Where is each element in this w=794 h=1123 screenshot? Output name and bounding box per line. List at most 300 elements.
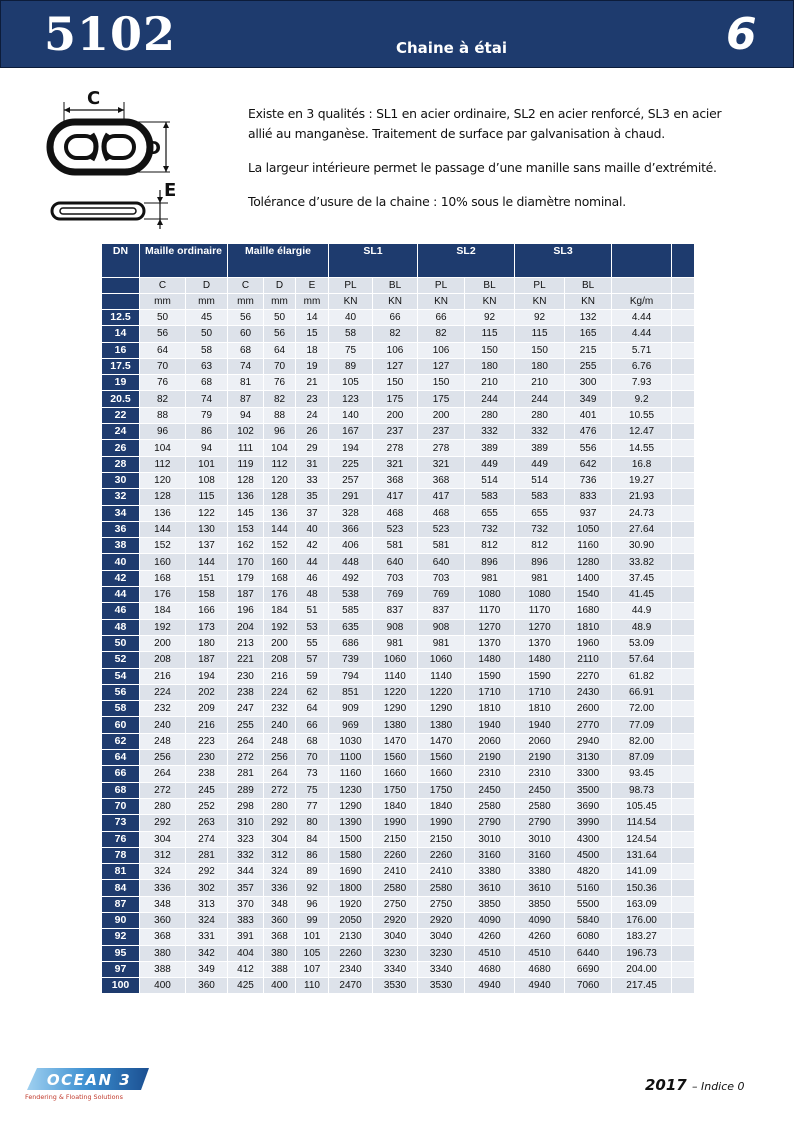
table-cell: 3530 (373, 978, 418, 994)
table-cell: 2310 (515, 766, 565, 782)
row-dn: 22 (102, 407, 140, 423)
table-cell: 75 (329, 342, 373, 358)
table-cell: 1220 (373, 684, 418, 700)
table-cell: 1170 (465, 603, 515, 619)
subheader-cell: C (228, 278, 264, 294)
table-cell: 101 (296, 929, 329, 945)
logo-text: OCEAN 3 (46, 1071, 132, 1089)
table-cell: 240 (140, 717, 186, 733)
unit-cell: KN (465, 294, 515, 310)
table-cell: 3040 (418, 929, 465, 945)
table-cell: 221 (228, 652, 264, 668)
section-number: 6 (726, 9, 757, 60)
row-spacer (672, 912, 694, 928)
table-cell: 247 (228, 701, 264, 717)
row-dn: 38 (102, 538, 140, 554)
unit-cell: KN (373, 294, 418, 310)
table-cell: 360 (264, 912, 296, 928)
table-cell: 3990 (565, 815, 612, 831)
table-row (102, 456, 694, 472)
table-cell: 812 (515, 538, 565, 554)
table-row (102, 912, 694, 928)
row-dn: 24 (102, 424, 140, 440)
row-spacer (672, 619, 694, 635)
table-cell: 119 (228, 456, 264, 472)
table-cell: 115 (515, 326, 565, 342)
chain-link-diagram (40, 84, 190, 234)
table-cell: 200 (373, 407, 418, 423)
table-cell: 1140 (418, 668, 465, 684)
table-cell: 24.73 (612, 505, 672, 521)
table-cell: 1290 (373, 701, 418, 717)
table-row (102, 717, 694, 733)
table-cell: 170 (228, 554, 264, 570)
table-cell: 102 (228, 424, 264, 440)
table-cell: 425 (228, 978, 264, 994)
row-spacer (672, 815, 694, 831)
table-row (102, 391, 694, 407)
table-cell: 1580 (329, 847, 373, 863)
table-cell: 291 (329, 489, 373, 505)
table-cell: 4820 (565, 864, 612, 880)
subheader-cell: PL (329, 278, 373, 294)
row-dn: 40 (102, 554, 140, 570)
footer-year (645, 1076, 745, 1094)
label-c: C (87, 88, 101, 109)
col-weight (612, 244, 672, 278)
table-cell: 348 (264, 896, 296, 912)
table-cell: 252 (186, 798, 228, 814)
row-spacer (672, 847, 694, 863)
table-cell: 2580 (465, 798, 515, 814)
table-cell: 94 (186, 440, 228, 456)
table-cell: 82.00 (612, 733, 672, 749)
table-row (102, 798, 694, 814)
table-cell: 66 (418, 310, 465, 326)
table-cell: 200 (418, 407, 465, 423)
table-cell: 64 (296, 701, 329, 717)
row-spacer (672, 587, 694, 603)
table-cell: 332 (228, 847, 264, 863)
table-cell: 360 (186, 978, 228, 994)
table-cell: 192 (140, 619, 186, 635)
row-dn: 62 (102, 733, 140, 749)
table-cell: 237 (373, 424, 418, 440)
row-dn: 14 (102, 326, 140, 342)
table-cell: 417 (418, 489, 465, 505)
table-cell: 89 (296, 864, 329, 880)
table-cell: 204 (228, 619, 264, 635)
table-cell: 37.45 (612, 570, 672, 586)
table-cell: 4510 (465, 945, 515, 961)
row-dn: 66 (102, 766, 140, 782)
table-cell: 216 (140, 668, 186, 684)
table-cell: 168 (264, 570, 296, 586)
table-cell: 151 (186, 570, 228, 586)
table-cell: 162 (228, 538, 264, 554)
table-cell: 370 (228, 896, 264, 912)
table-cell: 216 (186, 717, 228, 733)
table-cell: 1500 (329, 831, 373, 847)
table-cell: 21.93 (612, 489, 672, 505)
table-cell: 2260 (373, 847, 418, 863)
table-cell: 111 (228, 440, 264, 456)
table-cell: 981 (515, 570, 565, 586)
row-dn: 46 (102, 603, 140, 619)
unit-cell: mm (296, 294, 329, 310)
table-row (102, 407, 694, 423)
table-cell: 168 (140, 570, 186, 586)
table-cell: 2310 (465, 766, 515, 782)
row-spacer (672, 505, 694, 521)
table-row (102, 978, 694, 994)
table-cell: 128 (228, 472, 264, 488)
table-cell: 144 (186, 554, 228, 570)
table-cell: 66 (296, 717, 329, 733)
table-cell: 739 (329, 652, 373, 668)
row-spacer (672, 326, 694, 342)
table-cell: 388 (264, 961, 296, 977)
unit-cell: mm (140, 294, 186, 310)
table-cell: 289 (228, 782, 264, 798)
table-cell: 115 (465, 326, 515, 342)
table-cell: 66.91 (612, 684, 672, 700)
table-cell: 40 (329, 310, 373, 326)
row-dn: 34 (102, 505, 140, 521)
table-cell: 176 (140, 587, 186, 603)
table-cell: 141.09 (612, 864, 672, 880)
table-cell: 2150 (418, 831, 465, 847)
table-row (102, 326, 694, 342)
table-cell: 3610 (465, 880, 515, 896)
table-cell: 655 (465, 505, 515, 521)
table-cell: 281 (186, 847, 228, 863)
table-cell: 538 (329, 587, 373, 603)
table-cell: 1960 (565, 635, 612, 651)
table-cell: 60 (228, 326, 264, 342)
table-cell: 44 (296, 554, 329, 570)
table-cell: 24 (296, 407, 329, 423)
table-cell: 160 (264, 554, 296, 570)
table-cell: 1030 (329, 733, 373, 749)
table-cell: 324 (186, 912, 228, 928)
table-row (102, 701, 694, 717)
row-dn: 97 (102, 961, 140, 977)
table-cell: 46 (296, 570, 329, 586)
table-row (102, 358, 694, 374)
subheader-dn-blank (102, 278, 140, 294)
table-row (102, 684, 694, 700)
table-cell: 74 (228, 358, 264, 374)
table-cell: 686 (329, 635, 373, 651)
table-cell: 48.9 (612, 619, 672, 635)
table-cell: 136 (140, 505, 186, 521)
table-cell: 224 (264, 684, 296, 700)
row-dn: 76 (102, 831, 140, 847)
description-qualities: Existe en 3 qualités : SL1 en acier ordinaire, SL2 en acier renforcé, SL3 en acier allié au manganèse. Traitement de surface par galvanisation à chaud. (248, 106, 722, 141)
table-cell: 128 (140, 489, 186, 505)
table-cell: 1710 (515, 684, 565, 700)
table-cell: 2450 (515, 782, 565, 798)
table-cell: 18 (296, 342, 329, 358)
table-cell: 140 (329, 407, 373, 423)
table-cell: 1590 (515, 668, 565, 684)
table-cell: 98.73 (612, 782, 672, 798)
table-cell: 2110 (565, 652, 612, 668)
table-cell: 2940 (565, 733, 612, 749)
table-cell: 1690 (329, 864, 373, 880)
table-row (102, 652, 694, 668)
table-cell: 1470 (418, 733, 465, 749)
table-cell: 105.45 (612, 798, 672, 814)
col-sl3: SL3 (515, 244, 612, 278)
unit-cell: KN (515, 294, 565, 310)
row-dn: 60 (102, 717, 140, 733)
col-spacer (672, 244, 694, 278)
row-spacer (672, 310, 694, 326)
table-cell: 909 (329, 701, 373, 717)
table-cell: 51 (296, 603, 329, 619)
table-cell: 837 (418, 603, 465, 619)
table-row (102, 310, 694, 326)
label-d: D (146, 138, 161, 159)
table-cell: 200 (264, 635, 296, 651)
table-cell: 232 (264, 701, 296, 717)
row-dn: 12.5 (102, 310, 140, 326)
table-cell: 908 (373, 619, 418, 635)
table-cell: 86 (296, 847, 329, 863)
table-cell: 3040 (373, 929, 418, 945)
table-cell: 324 (264, 864, 296, 880)
col-sl2: SL2 (418, 244, 515, 278)
table-cell: 6.76 (612, 358, 672, 374)
row-spacer (672, 440, 694, 456)
unit-cell: KN (418, 294, 465, 310)
row-dn: 78 (102, 847, 140, 863)
table-cell: 176 (264, 587, 296, 603)
table-cell: 77.09 (612, 717, 672, 733)
table-cell: 1280 (565, 554, 612, 570)
row-dn: 92 (102, 929, 140, 945)
table-row (102, 896, 694, 912)
table-cell: 87 (228, 391, 264, 407)
table-cell: 380 (140, 945, 186, 961)
table-cell: 3130 (565, 750, 612, 766)
table-cell: 128 (264, 489, 296, 505)
table-cell: 15 (296, 326, 329, 342)
row-dn: 68 (102, 782, 140, 798)
table-cell: 187 (228, 587, 264, 603)
table-cell: 256 (264, 750, 296, 766)
table-cell: 33 (296, 472, 329, 488)
table-cell: 158 (186, 587, 228, 603)
table-cell: 210 (515, 375, 565, 391)
subheader-cell (612, 278, 672, 294)
table-cell: 264 (228, 733, 264, 749)
table-cell: 2260 (418, 847, 465, 863)
table-cell: 73 (296, 766, 329, 782)
table-cell: 360 (140, 912, 186, 928)
table-cell: 213 (228, 635, 264, 651)
table-cell: 468 (418, 505, 465, 521)
table-cell: 4260 (515, 929, 565, 945)
table-cell: 56 (228, 310, 264, 326)
table-cell: 107 (296, 961, 329, 977)
table-cell: 68 (228, 342, 264, 358)
table-cell: 86 (186, 424, 228, 440)
row-spacer (672, 961, 694, 977)
table-cell: 1750 (373, 782, 418, 798)
table-cell: 16.8 (612, 456, 672, 472)
table-cell: 145 (228, 505, 264, 521)
table-cell: 56 (264, 326, 296, 342)
table-cell: 202 (186, 684, 228, 700)
table-cell: 3230 (373, 945, 418, 961)
table-cell: 112 (140, 456, 186, 472)
table-cell: 1480 (515, 652, 565, 668)
row-spacer (672, 929, 694, 945)
table-cell: 160 (140, 554, 186, 570)
table-row (102, 505, 694, 521)
table-cell: 94 (228, 407, 264, 423)
table-cell: 1750 (418, 782, 465, 798)
table-cell: 321 (373, 456, 418, 472)
table-row (102, 342, 694, 358)
table-cell: 3340 (418, 961, 465, 977)
table-cell: 50 (140, 310, 186, 326)
table-row (102, 587, 694, 603)
table-cell: 1160 (329, 766, 373, 782)
table-cell: 323 (228, 831, 264, 847)
table-cell: 1660 (418, 766, 465, 782)
table-cell: 1940 (465, 717, 515, 733)
row-dn: 30 (102, 472, 140, 488)
table-cell: 1050 (565, 521, 612, 537)
table-cell: 1560 (418, 750, 465, 766)
table-cell: 124.54 (612, 831, 672, 847)
row-spacer (672, 456, 694, 472)
table-cell: 1680 (565, 603, 612, 619)
table-cell: 2050 (329, 912, 373, 928)
row-dn: 52 (102, 652, 140, 668)
table-cell: 280 (264, 798, 296, 814)
table-cell: 3340 (373, 961, 418, 977)
row-spacer (672, 407, 694, 423)
table-cell: 336 (140, 880, 186, 896)
table-cell: 1140 (373, 668, 418, 684)
table-cell: 2150 (373, 831, 418, 847)
table-cell: 63 (186, 358, 228, 374)
table-cell: 92 (296, 880, 329, 896)
table-cell: 383 (228, 912, 264, 928)
table-cell: 2580 (515, 798, 565, 814)
table-cell: 404 (228, 945, 264, 961)
table-cell: 3160 (515, 847, 565, 863)
row-spacer (672, 570, 694, 586)
label-e: E (164, 180, 177, 201)
table-cell: 2750 (373, 896, 418, 912)
table-cell: 255 (565, 358, 612, 374)
table-cell: 70 (296, 750, 329, 766)
table-cell: 1370 (515, 635, 565, 651)
col-sl1: SL1 (329, 244, 418, 278)
row-spacer (672, 375, 694, 391)
row-spacer (672, 635, 694, 651)
table-cell: 245 (186, 782, 228, 798)
table-cell: 1660 (373, 766, 418, 782)
table-cell: 321 (418, 456, 465, 472)
table-row (102, 945, 694, 961)
table-cell: 2920 (418, 912, 465, 928)
table-cell: 166 (186, 603, 228, 619)
table-cell: 1540 (565, 587, 612, 603)
row-spacer (672, 766, 694, 782)
table-cell: 10.55 (612, 407, 672, 423)
table-cell: 640 (373, 554, 418, 570)
row-dn: 54 (102, 668, 140, 684)
table-cell: 1100 (329, 750, 373, 766)
table-cell: 82 (264, 391, 296, 407)
table-cell: 264 (140, 766, 186, 782)
table-cell: 5840 (565, 912, 612, 928)
row-dn: 17.5 (102, 358, 140, 374)
table-cell: 272 (228, 750, 264, 766)
table-cell: 1220 (418, 684, 465, 700)
table-cell: 130 (186, 521, 228, 537)
table-row (102, 766, 694, 782)
table-cell: 2130 (329, 929, 373, 945)
table-cell: 96 (296, 896, 329, 912)
table-cell: 96 (264, 424, 296, 440)
table-cell: 92 (465, 310, 515, 326)
table-row (102, 603, 694, 619)
table-cell: 1840 (373, 798, 418, 814)
table-cell: 272 (264, 782, 296, 798)
unit-cell: KN (329, 294, 373, 310)
units-dn-blank (102, 294, 140, 310)
table-cell: 4680 (465, 961, 515, 977)
row-spacer (672, 424, 694, 440)
table-cell: 48 (296, 587, 329, 603)
year-value: 2017 (645, 1076, 687, 1094)
subheader-cell: BL (373, 278, 418, 294)
table-row (102, 815, 694, 831)
table-cell: 3380 (465, 864, 515, 880)
table-row (102, 831, 694, 847)
table-group-header (102, 244, 694, 278)
table-cell: 37 (296, 505, 329, 521)
table-cell: 4260 (465, 929, 515, 945)
table-cell: 72.00 (612, 701, 672, 717)
table-cell: 150 (465, 342, 515, 358)
table-cell: 1080 (465, 587, 515, 603)
table-cell: 163.09 (612, 896, 672, 912)
table-row (102, 424, 694, 440)
table-cell: 2270 (565, 668, 612, 684)
table-cell: 64 (264, 342, 296, 358)
row-dn: 36 (102, 521, 140, 537)
table-cell: 514 (515, 472, 565, 488)
table-cell: 255 (228, 717, 264, 733)
table-cell: 1810 (465, 701, 515, 717)
table-cell: 344 (228, 864, 264, 880)
ocean3-logo (23, 1066, 153, 1102)
table-cell: 476 (565, 424, 612, 440)
table-cell: 1400 (565, 570, 612, 586)
table-cell: 380 (264, 945, 296, 961)
table-cell: 74 (186, 391, 228, 407)
table-cell: 292 (186, 864, 228, 880)
